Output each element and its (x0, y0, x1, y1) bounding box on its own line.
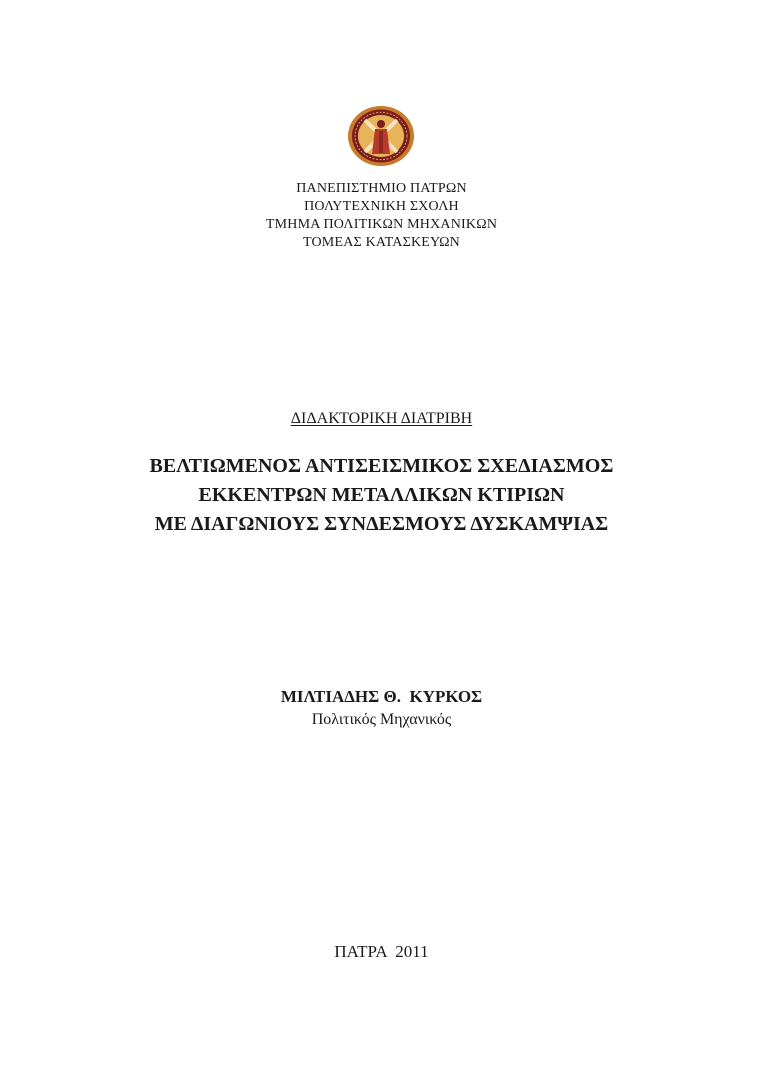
place-and-year: ΠΑΤΡΑ 2011 (334, 942, 429, 961)
thesis-title (0, 452, 763, 539)
author-role: Πολιτικός Μηχανικός (311, 711, 452, 728)
institution-block (0, 180, 763, 252)
thesis-title-line-3: ΜΕ ΔΙΑΓΩΝΙΟΥΣ ΣΥΝΔΕΣΜΟΥΣ ΔΥΣΚΑΜΨΙΑΣ (154, 513, 609, 535)
department-name: ΤΜΗΜΑ ΠΟΛΙΤΙΚΩΝ ΜΗΧΑΝΙΚΩΝ (265, 217, 498, 232)
document-type: ΔΙΔΑΚΤΟΡΙΚΗ ΔΙΑΤΡΙΒΗ (290, 410, 473, 427)
university-seal-icon (346, 104, 416, 168)
author-name: ΜΙΛΤΙΑΔΗΣ Θ. ΚΥΡΚΟΣ (280, 687, 483, 706)
school-name: ΠΟΛΥΤΕΧΝΙΚΗ ΣΧΟΛΗ (304, 199, 459, 214)
university-name: ΠΑΝΕΠΙΣΤΗΜΙΟ ΠΑΤΡΩΝ (296, 181, 467, 196)
thesis-title-line-1: ΒΕΛΤΙΩΜΕΝΟΣ ΑΝΤΙΣΕΙΣΜΙΚΟΣ ΣΧΕΔΙΑΣΜΟΣ (149, 455, 614, 477)
division-name: ΤΟΜΕΑΣ ΚΑΤΑΣΚΕΥΩΝ (303, 235, 460, 250)
thesis-title-line-2: ΕΚΚΕΝΤΡΩΝ ΜΕΤΑΛΛΙΚΩΝ ΚΤΙΡΙΩΝ (198, 484, 565, 506)
